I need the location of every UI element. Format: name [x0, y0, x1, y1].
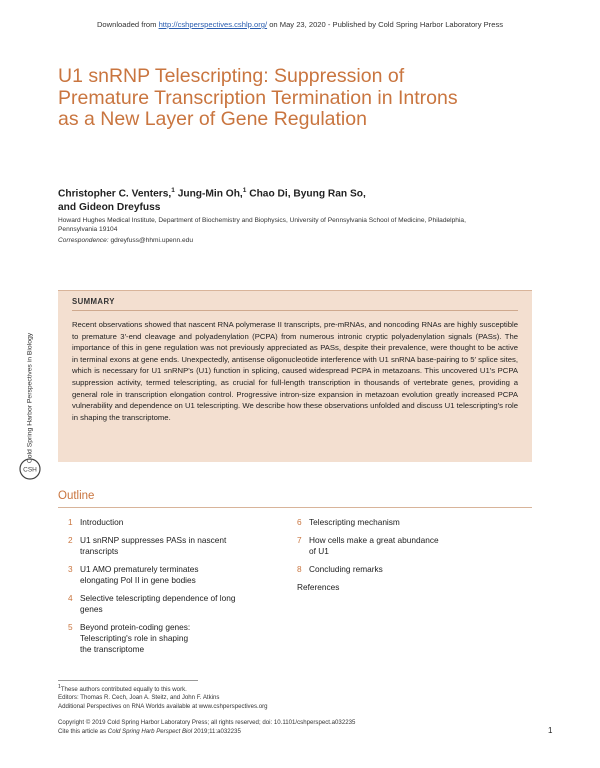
outline-number: 7 — [297, 535, 302, 545]
correspondence-label: Correspondence: — [58, 237, 109, 244]
outline-item[interactable] — [68, 564, 288, 586]
outline-label: U1 AMO prematurely terminates elongating Pol II in gene bodies — [80, 564, 199, 585]
footnote-text: These authors contributed equally to this work. — [60, 686, 187, 694]
outline-item[interactable] — [297, 535, 497, 557]
outline-number: 8 — [297, 564, 302, 574]
outline-label: Beyond protein-coding genes: Telescripting's role in shaping the transcriptome — [80, 622, 191, 654]
download-prefix: Downloaded from — [96, 20, 157, 29]
summary-heading: SUMMARY — [72, 297, 518, 311]
journal-side-label: Cold Spring Harbor Perspectives in Biology — [26, 332, 34, 464]
author-2: Jung-Min Oh, — [174, 188, 243, 200]
citation-prefix: Cite this article as — [58, 728, 107, 735]
outline-number: 2 — [68, 535, 73, 545]
outline-item[interactable] — [68, 535, 288, 557]
outline-label: Telescripting mechanism — [309, 517, 400, 527]
summary-body: Recent observations showed that nascent RNA polymerase II transcripts, pre-mRNAs, and noncoding RNAs are highly susceptible to premature 3′-end cleavage and polyadenylation (PCPA) from numerous intronic cryptic polyadenylation signals (PASs). The importance of this in gene regulation was not previously appreciated as PASs, despite their prevalence, were thought to be active in terminal exons at gene ends. Unexpectedly, antisense oligonucleotide interference with U1 snRNA base-pairing to 5′ splice sites, which is necessary for U1 snRNP's (U1) function in splicing, caused widespread PCPA in metazoans. This uncovered U1's PCPA suppression activity, termed telescripting, as crucial for full-length transcription in thousands of vertebrate genes, providing a general role in transcription elongation control. Progressive intron-size expansion in metazoan evolution greatly increased PCPA vulnerability and dependence on U1 telescripting. We describe how these observations unfolded and discuss U1 telescripting's role in shaping the transcriptome. — [72, 320, 518, 422]
outline-left-column — [68, 517, 288, 662]
outline-number: 5 — [68, 622, 73, 632]
download-suffix: on May 23, 2020 - Published by Cold Spring Harbor Laboratory Press — [269, 20, 504, 29]
footnote-authors — [58, 684, 187, 693]
outline-item[interactable] — [68, 517, 288, 528]
outline-number: 6 — [297, 517, 302, 527]
outline-number: 1 — [68, 517, 73, 527]
author-1: Christopher C. Venters, — [58, 188, 172, 200]
correspondence — [58, 237, 193, 244]
outline-number: 3 — [68, 564, 73, 574]
author-4: and Gideon Dreyfuss — [58, 202, 161, 214]
copyright-line: Copyright © 2019 Cold Spring Harbor Laboratory Press; all rights reserved; doi: 10.1101/cshperspect.a032235 — [58, 719, 356, 726]
citation-line — [58, 728, 241, 735]
author-list — [58, 184, 498, 215]
download-notice — [0, 20, 600, 29]
article-title: U1 snRNP Telescripting: Suppression of Premature Transcription Termination in Introns as a New Layer of Gene Regulation — [58, 65, 458, 130]
outline-number: 4 — [68, 593, 73, 603]
outline-item[interactable] — [68, 593, 288, 615]
csh-logo-icon — [19, 458, 41, 480]
outline-divider — [58, 507, 532, 508]
citation-suffix: 2019;11:a032235 — [193, 728, 241, 735]
csh-logo-text: CSH — [23, 466, 37, 474]
footnote-mark: 1 — [58, 684, 61, 690]
footnote-divider — [58, 680, 198, 681]
correspondence-email[interactable]: gdreyfuss@hhmi.upenn.edu — [110, 237, 194, 244]
additional-perspectives: Additional Perspectives on RNA Worlds available at www.cshperspectives.org — [58, 703, 268, 710]
outline-label: U1 snRNP suppresses PASs in nascent transcripts — [80, 535, 227, 556]
author-3: Chao Di, Byung Ran So, — [246, 188, 366, 200]
outline-right-column — [297, 517, 497, 600]
outline-label: How cells make a great abundance of U1 — [309, 535, 439, 556]
outline-item[interactable] — [297, 582, 497, 593]
author-1-mark: 1 — [171, 187, 175, 194]
author-2-mark: 1 — [242, 187, 247, 194]
editors-line: Editors: Thomas R. Cech, Joan A. Steitz, and John F. Atkins — [58, 694, 220, 701]
citation-journal: Cold Spring Harb Perspect Biol — [107, 728, 193, 735]
outline-label: Selective telescripting dependence of long genes — [80, 593, 236, 614]
outline-label: References — [297, 582, 340, 592]
outline-label: Introduction — [80, 517, 124, 527]
download-link[interactable]: http://cshperspectives.cshlp.org/ — [158, 20, 268, 29]
affiliation: Howard Hughes Medical Institute, Department of Biochemistry and Biophysics, University of Pennsylvania School of Medicine, Philadelphia, Pennsylvania 19104 — [58, 217, 466, 234]
outline-title: Outline — [58, 490, 95, 502]
outline-item[interactable] — [297, 517, 497, 528]
outline-item[interactable] — [68, 622, 288, 655]
summary-box — [58, 290, 532, 462]
page-number: 1 — [548, 726, 553, 735]
outline-item[interactable] — [297, 564, 497, 575]
outline-label: Concluding remarks — [309, 564, 383, 574]
